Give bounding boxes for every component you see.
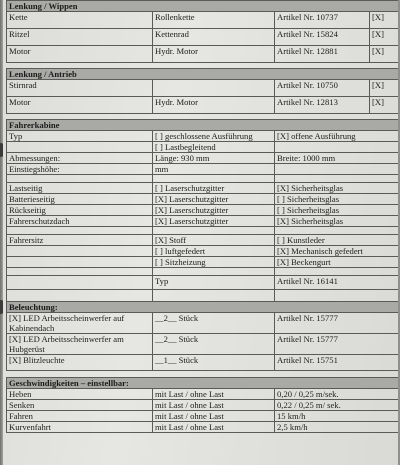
cell-einstieg-label: Einstiegshöhe: (7, 164, 153, 175)
cell-gitter: [X] Laserschutzgitter (153, 194, 275, 205)
section-gap (7, 371, 399, 378)
section-header-lenkung-antrieb: Lenkung / Antrieb (7, 69, 399, 80)
cell-qty: __2__ Stück (153, 334, 275, 355)
table-row (7, 29, 399, 46)
cell-qty: __2__ Stück (153, 313, 275, 334)
cell-part: Motor (7, 97, 153, 114)
cell-qty: __1__ Stück (153, 355, 275, 371)
table-row (7, 80, 399, 97)
cell-side: Rückseitig (7, 205, 153, 216)
cell-typ-opt1: [ ] geschlossene Ausführung (153, 131, 275, 142)
cell-sitz-b1: [ ] Kunstleder (275, 235, 399, 246)
cell-motion: Fahren (7, 411, 153, 422)
table-row (7, 131, 399, 142)
table-row (7, 153, 399, 164)
section-header-geschwindigkeiten: Geschwindigkeiten – einstellbar: (7, 378, 399, 389)
cell-check: [X] (370, 46, 399, 63)
cell-sitz-typ: Typ (153, 276, 275, 290)
section-header-lenkung-wippen: Lenkung / Wippen (7, 1, 399, 12)
cell-light: [X] LED Arbeitsscheinwerfer auf Kabinendach (7, 313, 153, 334)
cell-sitz-artikel: Artikel Nr. 16141 (275, 276, 399, 290)
table-row (7, 276, 399, 290)
cell-load: mit Last / ohne Last (153, 400, 275, 411)
cell-article: Artikel Nr. 15824 (275, 29, 370, 46)
cell-desc: Hydr. Motor (153, 46, 275, 63)
cell-part: Kette (7, 12, 153, 29)
cell-breite: Breite: 1000 mm (275, 153, 399, 164)
table-row (7, 235, 399, 246)
cell-abm-label: Abmessungen: (7, 153, 153, 164)
table-row (7, 205, 399, 216)
cell-check: [X] (370, 29, 399, 46)
cell-article: Artikel Nr. 15777 (275, 313, 399, 334)
cell-desc: Hydr. Motor (153, 97, 275, 114)
cell-article: Artikel Nr. 10750 (275, 80, 370, 97)
cell-part: Motor (7, 46, 153, 63)
cell-check: [X] (370, 12, 399, 29)
cell-article: Artikel Nr. 10737 (275, 12, 370, 29)
table-row (7, 400, 399, 411)
cell-sitz-a3: [ ] Sitzheizung (153, 257, 275, 268)
table-row (7, 142, 399, 153)
cell-glas: [ ] Sicherheitsglas (275, 205, 399, 216)
cell-motion: Kurvenfahrt (7, 422, 153, 433)
cell-gitter: [ ] Laserschutzgitter (153, 183, 275, 194)
cell-check: [X] (370, 97, 399, 114)
cell-glas: [ ] Sicherheitsglas (275, 194, 399, 205)
table-row (7, 164, 399, 175)
cell-article: Artikel Nr. 15777 (275, 334, 399, 355)
cell-typ-label: Typ (7, 131, 153, 142)
cell-einstieg-value: mm (153, 164, 275, 175)
table-row (7, 216, 399, 227)
table-row (7, 46, 399, 63)
cell-desc: Rollenkette (153, 12, 275, 29)
cell-part: Stirnrad (7, 80, 153, 97)
table-row (7, 257, 399, 268)
cell-laenge: Länge: 930 mm (153, 153, 275, 164)
table-row (7, 334, 399, 355)
cell-sitz-a1: [X] Stoff (153, 235, 275, 246)
document-page (3, 0, 398, 465)
cell-light: [X] LED Arbeitsscheinwerfer am Hubgerüst (7, 334, 153, 355)
cell-sitz-a2: [ ] luftgefedert (153, 246, 275, 257)
cell-speed: 0,22 / 0,25 m/ sek. (275, 400, 399, 411)
cell-part: Ritzel (7, 29, 153, 46)
cell-speed: 2,5 km/h (275, 422, 399, 433)
cell-load: mit Last / ohne Last (153, 411, 275, 422)
table-row (7, 183, 399, 194)
cell-glas: [X] Sicherheitsglas (275, 183, 399, 194)
cell-desc: Kettenrad (153, 29, 275, 46)
section-header-fahrerkabine: Fahrerkabine (7, 120, 399, 131)
cell-load: mit Last / ohne Last (153, 422, 275, 433)
cell-load: mit Last / ohne Last (153, 389, 275, 400)
cell-sitz-label: Fahrersitz (7, 235, 153, 246)
table-row (7, 411, 399, 422)
cell-glas: [X] Sicherheitsglas (275, 216, 399, 227)
cell-article: Artikel Nr. 15751 (275, 355, 399, 371)
table-row (7, 422, 399, 433)
table-row (7, 246, 399, 257)
cell-motion: Senken (7, 400, 153, 411)
cell-speed: 15 km/h (275, 411, 399, 422)
cell-gitter: [X] Laserschutzgitter (153, 205, 275, 216)
cell-speed: 0,20 / 0,25 m/sek. (275, 389, 399, 400)
table-row (7, 389, 399, 400)
cell-side: Lastseitig (7, 183, 153, 194)
cell-check: [X] (370, 80, 399, 97)
table-row (7, 97, 399, 114)
cell-article: Artikel Nr. 12813 (275, 97, 370, 114)
cell-motion: Heben (7, 389, 153, 400)
table-row (7, 355, 399, 371)
table-row (7, 194, 399, 205)
cell-typ-opt3: [ ] Lastbegleitend (153, 142, 275, 153)
table-row (7, 313, 399, 334)
cell-article: Artikel Nr. 12881 (275, 46, 370, 63)
cell-sitz-b2: [X] Mechanisch gefedert (275, 246, 399, 257)
cell-typ-opt2: [X] offene Ausführung (275, 131, 399, 142)
cell-side: Batterieseitig (7, 194, 153, 205)
cell-gitter: [X] Laserschutzgitter (153, 216, 275, 227)
section-header-beleuchtung: Beleuchtung: (7, 302, 399, 313)
table-row (7, 12, 399, 29)
cell-side: Fahrerschutzdach (7, 216, 153, 227)
cell-light: [X] Blitzleuchte (7, 355, 153, 371)
spec-table (6, 0, 398, 433)
cell-sitz-b3: [X] Beckengurt (275, 257, 399, 268)
cell-desc (153, 80, 275, 97)
